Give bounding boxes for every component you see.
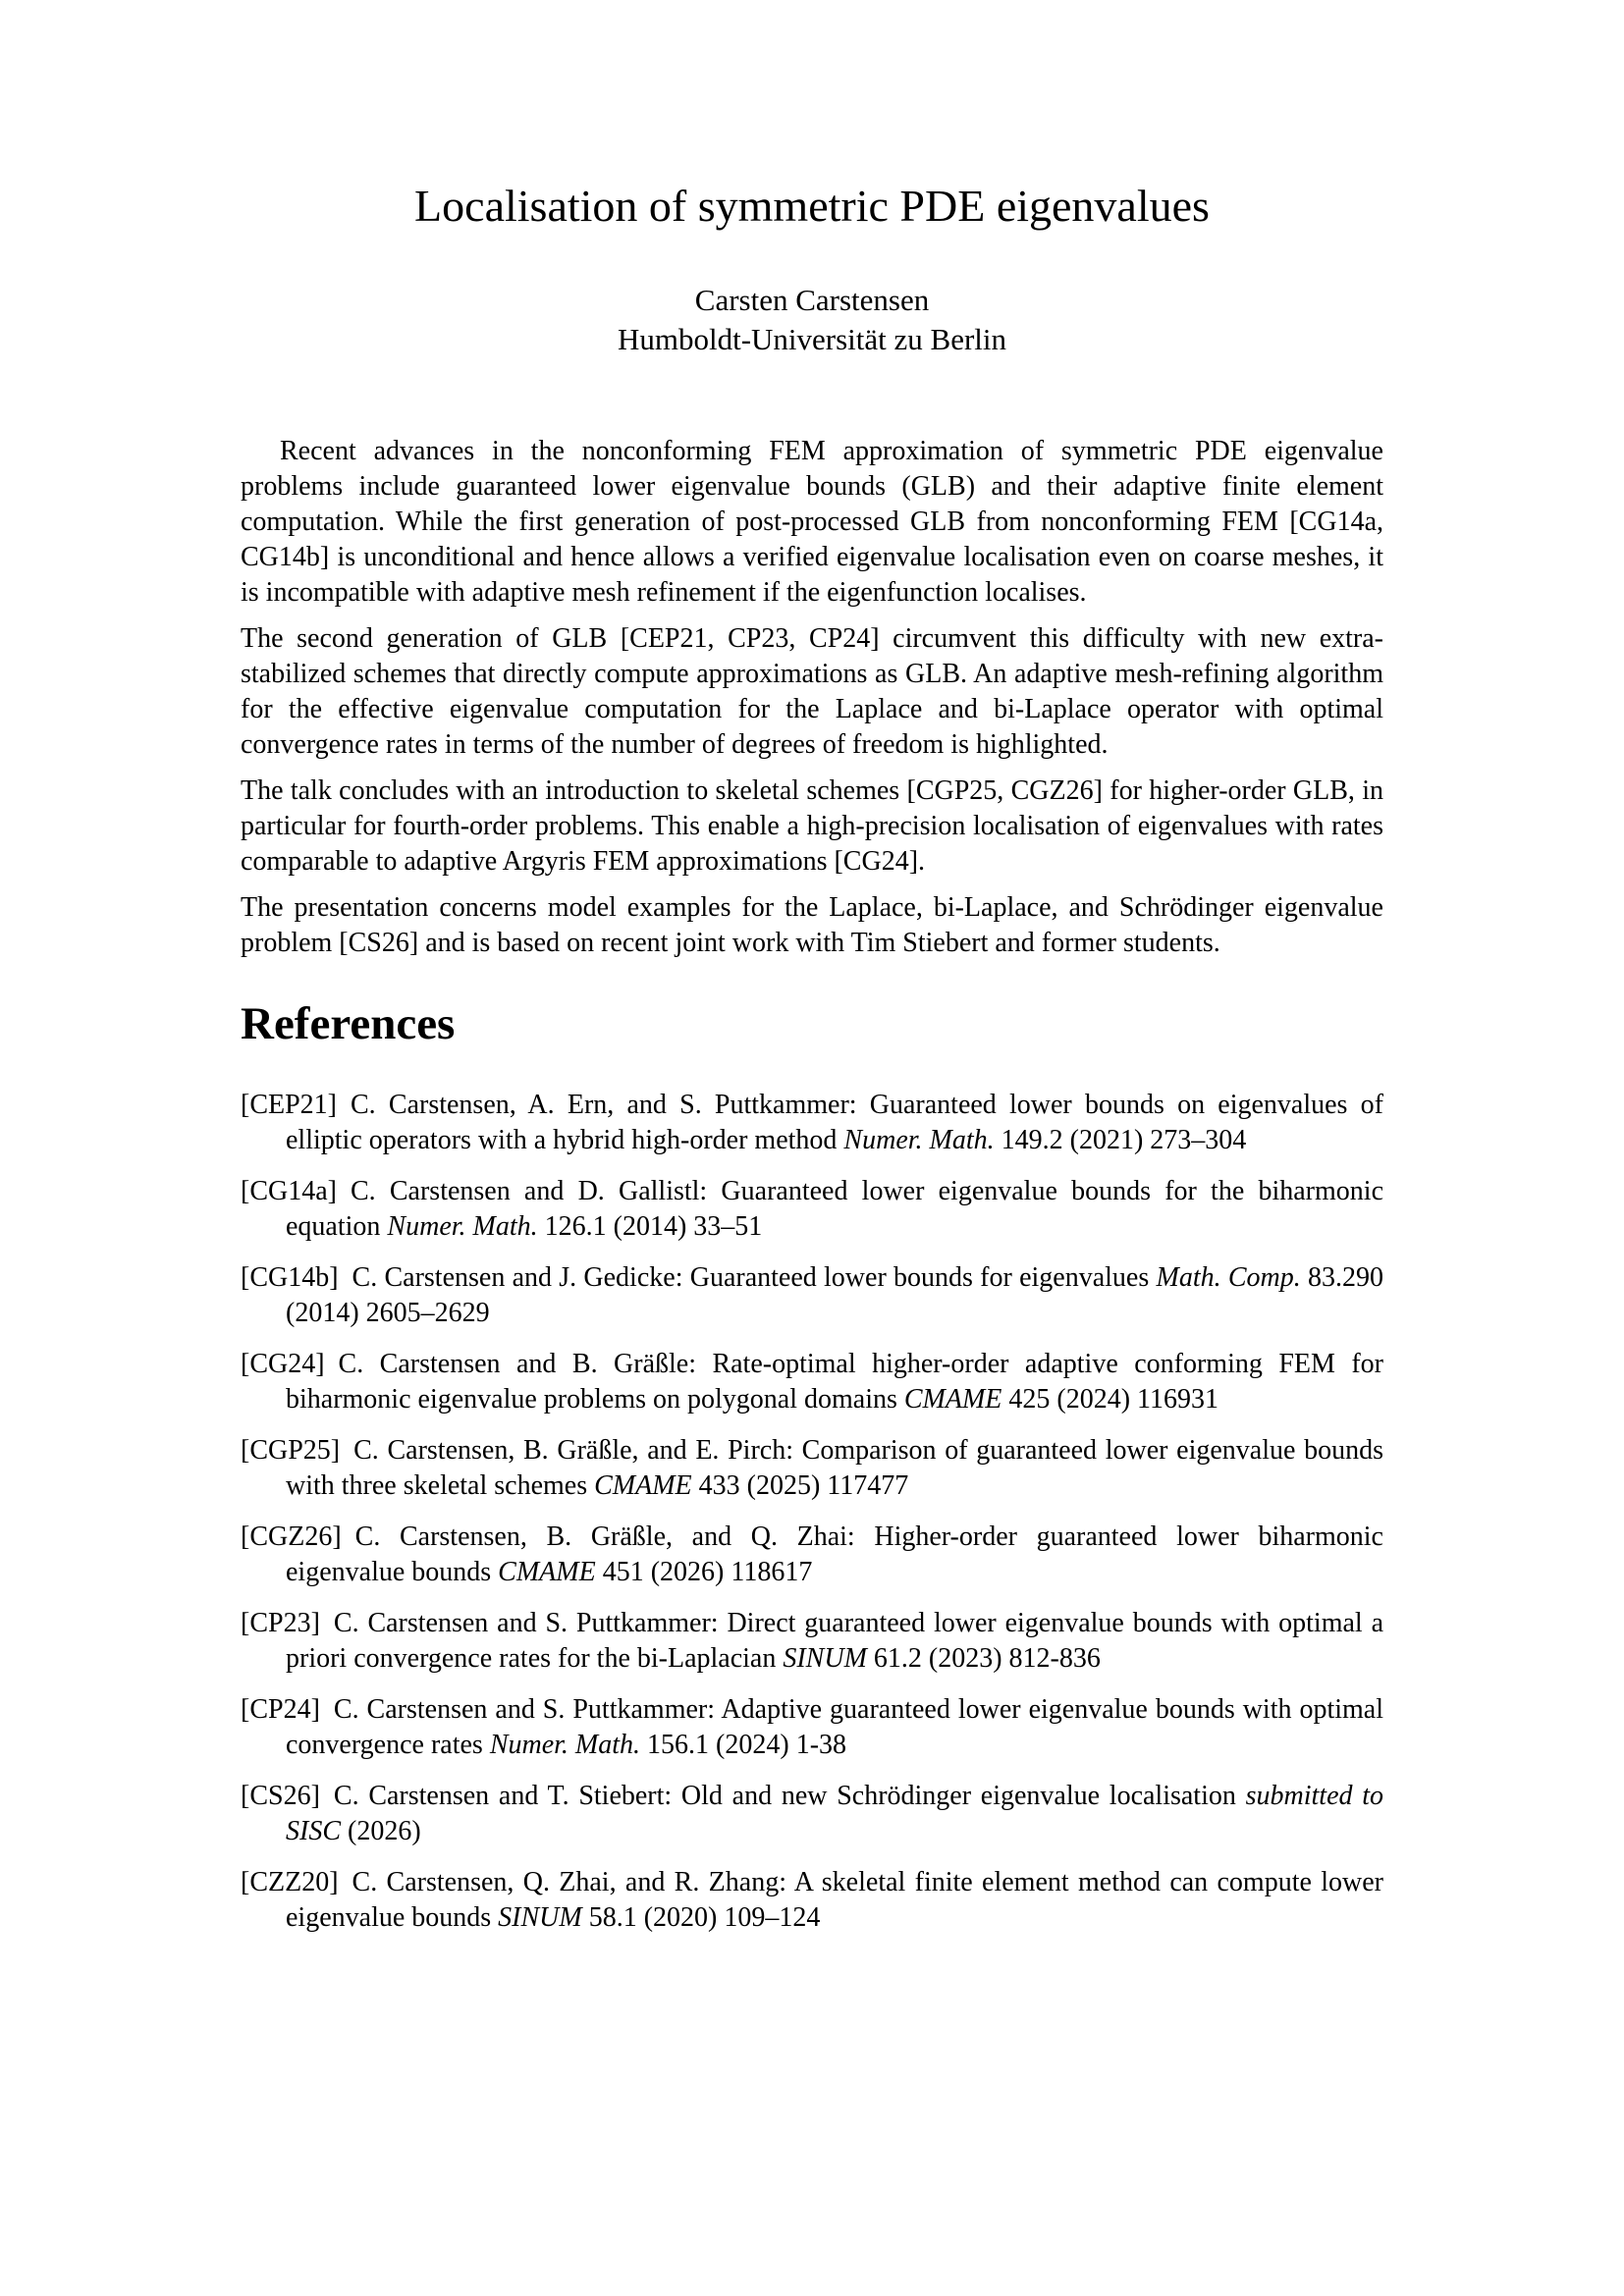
author-name: Carsten Carstensen [694,282,930,317]
reference-text: C. Carstensen and T. Stiebert: Old and new Schrödinger eigenvalue localisation [333,1780,1246,1811]
abstract [241,434,1383,961]
author-affiliation: Humboldt-Universität zu Berlin [617,321,1007,356]
reference-text: C. Carstensen and D. Gallistl: Guaranteed lower eigenvalue bounds for the biharmonic equation [286,1175,1383,1242]
reference-item [241,1174,1383,1245]
reference-venue: SINUM [783,1642,867,1674]
reference-text: C. Carstensen, Q. Zhai, and R. Zhang: A skeletal finite element method can compute lower eigenvalue bounds [286,1866,1383,1933]
reference-text: C. Carstensen and S. Puttkammer: Direct guaranteed lower eigenvalue bounds with optimal a priori convergence rates for the bi-Laplacian [286,1607,1383,1674]
reference-item [241,1606,1383,1677]
reference-venue: Numer. Math. [387,1210,538,1242]
abstract-paragraph-3: The talk concludes with an introduction to skeletal schemes [CGP25, CGZ26] for higher-order GLB, in particular for fourth-order problems. This enable a high-precision localisation of eigenvalues with rates comparable to adaptive Argyris FEM approximations [CG24]. [241,774,1383,877]
reference-tail: 126.1 (2014) 33–51 [537,1210,763,1242]
reference-label: [CP23] [241,1607,320,1638]
reference-label: [CZZ20] [241,1866,339,1897]
reference-item [241,1260,1383,1331]
reference-item [241,1520,1383,1590]
reference-venue: CMAME [903,1383,1002,1415]
reference-tail: 451 (2026) 118617 [595,1556,813,1587]
reference-venue: submitted to SISC [286,1780,1384,1846]
reference-text: C. Carstensen, B. Gräßle, and E. Pirch: Comparison of guaranteed lower eigenvalue bounds with three skeletal schemes [286,1434,1383,1501]
reference-tail: 61.2 (2023) 812-836 [866,1642,1101,1674]
reference-venue: CMAME [594,1469,692,1501]
reference-label: [CS26] [241,1780,320,1811]
reference-label: [CGP25] [241,1434,341,1466]
reference-venue: SINUM [498,1901,582,1933]
reference-text: C. Carstensen and J. Gedicke: Guaranteed lower bounds for eigenvalues [352,1261,1157,1293]
reference-text: C. Carstensen, A. Ern, and S. Puttkammer: Guaranteed lower bounds on eigenvalues of elliptic operators with a hybrid high-order method [286,1089,1383,1155]
reference-venue: CMAME [498,1556,596,1587]
reference-item [241,1433,1383,1504]
reference-venue: Numer. Math. [843,1124,995,1155]
reference-item [241,1865,1383,1936]
reference-label: [CEP21] [241,1089,337,1120]
abstract-paragraph-1: Recent advances in the nonconforming FEM approximation of symmetric PDE eigenvalue problems include guaranteed lower eigenvalue bounds (GLB) and their adaptive finite element computation. While the first generation of post-processed GLB from nonconforming FEM [CG14a, CG14b] is unconditional and hence allows a verified eigenvalue localisation even on coarse meshes, it is incompatible with adaptive mesh refinement if the eigenfunction localises. [241,435,1383,608]
reference-text: C. Carstensen and S. Puttkammer: Adaptive guaranteed lower eigenvalue bounds with optimal convergence rates [286,1693,1383,1760]
page-title: Localisation of symmetric PDE eigenvalues [414,181,1210,231]
reference-item [241,1692,1383,1763]
reference-tail: 425 (2024) 116931 [1001,1383,1219,1415]
reference-label: [CG24] [241,1348,325,1379]
reference-tail: 58.1 (2020) 109–124 [581,1901,821,1933]
reference-tail: (2026) [341,1815,421,1846]
reference-text: C. Carstensen and B. Gräßle: Rate-optimal higher-order adaptive conforming FEM for biharmonic eigenvalue problems on polygonal domains [286,1348,1383,1415]
reference-label: [CG14a] [241,1175,337,1206]
reference-tail: 156.1 (2024) 1-38 [640,1729,847,1760]
reference-label: [CG14b] [241,1261,339,1293]
reference-label: [CP24] [241,1693,320,1725]
abstract-paragraph-2: The second generation of GLB [CEP21, CP23, CP24] circumvent this difficulty with new extra-stabilized schemes that directly compute approximations as GLB. An adaptive mesh-refining algorithm for the effective eigenvalue computation for the Laplace and bi-Laplace operator with optimal convergence rates in terms of the number of degrees of freedom is highlighted. [241,622,1383,760]
abstract-paragraph-4: The presentation concerns model examples for the Laplace, bi-Laplace, and Schrödinger eigenvalue problem [CS26] and is based on recent joint work with Tim Stiebert and former students. [241,891,1383,958]
reference-text: C. Carstensen, B. Gräßle, and Q. Zhai: Higher-order guaranteed lower biharmonic eigenvalue bounds [286,1521,1383,1587]
references-heading: References [241,997,456,1049]
reference-tail: 149.2 (2021) 273–304 [994,1124,1247,1155]
reference-item [241,1347,1383,1417]
reference-tail: 433 (2025) 117477 [691,1469,909,1501]
reference-tail: 83.290 (2014) 2605–2629 [286,1261,1384,1328]
reference-item [241,1779,1383,1849]
reference-label: [CGZ26] [241,1521,342,1552]
references-list [241,1088,1383,1936]
reference-venue: Math. Comp. [1156,1261,1301,1293]
author-block [241,281,1383,359]
reference-venue: Numer. Math. [489,1729,641,1760]
reference-item [241,1088,1383,1158]
